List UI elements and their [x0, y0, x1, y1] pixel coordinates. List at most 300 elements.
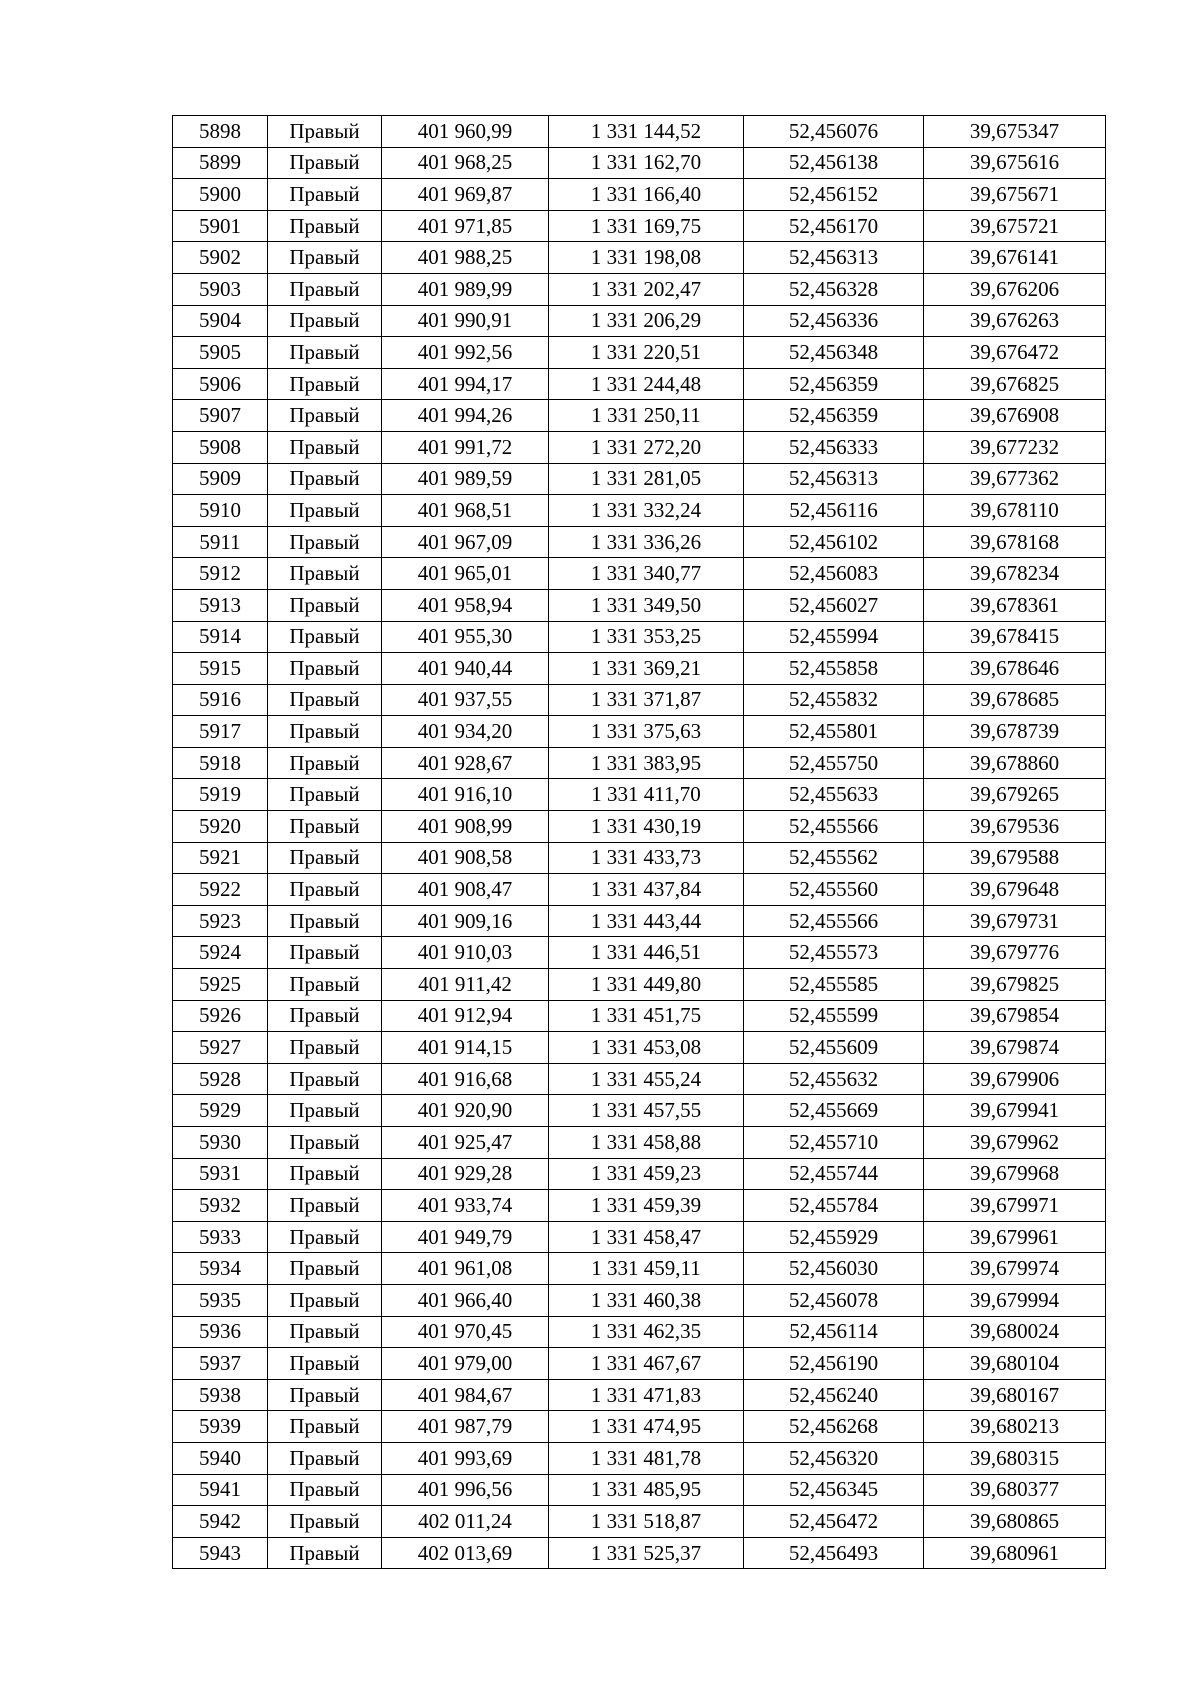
x-coordinate-cell: 401 933,74 [382, 1190, 549, 1222]
latitude-cell: 52,455609 [744, 1032, 924, 1064]
y-coordinate-cell: 1 331 457,55 [549, 1095, 744, 1127]
latitude-cell: 52,456313 [744, 463, 924, 495]
point-number-cell: 5907 [173, 400, 268, 432]
latitude-cell: 52,456268 [744, 1411, 924, 1443]
x-coordinate-cell: 401 908,99 [382, 811, 549, 843]
point-number-cell: 5905 [173, 337, 268, 369]
table-row [173, 969, 1106, 1001]
latitude-cell: 52,456114 [744, 1316, 924, 1348]
point-number-cell: 5912 [173, 558, 268, 590]
point-number-cell: 5923 [173, 905, 268, 937]
latitude-cell: 52,456359 [744, 368, 924, 400]
y-coordinate-cell: 1 331 349,50 [549, 589, 744, 621]
longitude-cell: 39,679648 [924, 874, 1106, 906]
point-number-cell: 5942 [173, 1506, 268, 1538]
side-cell: Правый [268, 1000, 382, 1032]
latitude-cell: 52,455929 [744, 1221, 924, 1253]
longitude-cell: 39,680213 [924, 1411, 1106, 1443]
side-cell: Правый [268, 1316, 382, 1348]
latitude-cell: 52,456102 [744, 526, 924, 558]
longitude-cell: 39,678234 [924, 558, 1106, 590]
table-row [173, 1032, 1106, 1064]
y-coordinate-cell: 1 331 353,25 [549, 621, 744, 653]
latitude-cell: 52,456328 [744, 273, 924, 305]
side-cell: Правый [268, 653, 382, 685]
y-coordinate-cell: 1 331 144,52 [549, 116, 744, 148]
table-row [173, 1537, 1106, 1569]
y-coordinate-cell: 1 331 459,23 [549, 1158, 744, 1190]
y-coordinate-cell: 1 331 375,63 [549, 716, 744, 748]
table-row [173, 1284, 1106, 1316]
side-cell: Правый [268, 1253, 382, 1285]
side-cell: Правый [268, 969, 382, 1001]
y-coordinate-cell: 1 331 462,35 [549, 1316, 744, 1348]
longitude-cell: 39,679974 [924, 1253, 1106, 1285]
side-cell: Правый [268, 779, 382, 811]
latitude-cell: 52,455560 [744, 874, 924, 906]
point-number-cell: 5943 [173, 1537, 268, 1569]
table-row [173, 747, 1106, 779]
x-coordinate-cell: 401 970,45 [382, 1316, 549, 1348]
longitude-cell: 39,678168 [924, 526, 1106, 558]
latitude-cell: 52,456138 [744, 147, 924, 179]
latitude-cell: 52,455573 [744, 937, 924, 969]
longitude-cell: 39,679961 [924, 1221, 1106, 1253]
longitude-cell: 39,678415 [924, 621, 1106, 653]
longitude-cell: 39,678739 [924, 716, 1106, 748]
y-coordinate-cell: 1 331 332,24 [549, 495, 744, 527]
point-number-cell: 5910 [173, 495, 268, 527]
point-number-cell: 5941 [173, 1474, 268, 1506]
table-row [173, 526, 1106, 558]
x-coordinate-cell: 401 994,26 [382, 400, 549, 432]
longitude-cell: 39,679962 [924, 1127, 1106, 1159]
side-cell: Правый [268, 305, 382, 337]
table-row [173, 1506, 1106, 1538]
x-coordinate-cell: 401 908,58 [382, 842, 549, 874]
longitude-cell: 39,679731 [924, 905, 1106, 937]
side-cell: Правый [268, 368, 382, 400]
side-cell: Правый [268, 1348, 382, 1380]
longitude-cell: 39,679536 [924, 811, 1106, 843]
latitude-cell: 52,455599 [744, 1000, 924, 1032]
latitude-cell: 52,455585 [744, 969, 924, 1001]
table-row [173, 589, 1106, 621]
x-coordinate-cell: 401 989,59 [382, 463, 549, 495]
longitude-cell: 39,680961 [924, 1537, 1106, 1569]
table-row [173, 431, 1106, 463]
table-row [173, 1127, 1106, 1159]
point-number-cell: 5920 [173, 811, 268, 843]
latitude-cell: 52,456348 [744, 337, 924, 369]
longitude-cell: 39,676908 [924, 400, 1106, 432]
side-cell: Правый [268, 400, 382, 432]
table-row [173, 1063, 1106, 1095]
y-coordinate-cell: 1 331 383,95 [549, 747, 744, 779]
coordinates-table-body [173, 116, 1106, 1569]
point-number-cell: 5909 [173, 463, 268, 495]
y-coordinate-cell: 1 331 485,95 [549, 1474, 744, 1506]
y-coordinate-cell: 1 331 250,11 [549, 400, 744, 432]
side-cell: Правый [268, 1474, 382, 1506]
y-coordinate-cell: 1 331 340,77 [549, 558, 744, 590]
point-number-cell: 5932 [173, 1190, 268, 1222]
latitude-cell: 52,455566 [744, 811, 924, 843]
table-row [173, 463, 1106, 495]
longitude-cell: 39,680167 [924, 1379, 1106, 1411]
point-number-cell: 5935 [173, 1284, 268, 1316]
side-cell: Правый [268, 1442, 382, 1474]
x-coordinate-cell: 401 984,67 [382, 1379, 549, 1411]
x-coordinate-cell: 402 013,69 [382, 1537, 549, 1569]
point-number-cell: 5924 [173, 937, 268, 969]
x-coordinate-cell: 401 920,90 [382, 1095, 549, 1127]
table-row [173, 1253, 1106, 1285]
x-coordinate-cell: 401 937,55 [382, 684, 549, 716]
x-coordinate-cell: 401 955,30 [382, 621, 549, 653]
y-coordinate-cell: 1 331 525,37 [549, 1537, 744, 1569]
y-coordinate-cell: 1 331 220,51 [549, 337, 744, 369]
x-coordinate-cell: 401 987,79 [382, 1411, 549, 1443]
x-coordinate-cell: 401 990,91 [382, 305, 549, 337]
y-coordinate-cell: 1 331 443,44 [549, 905, 744, 937]
longitude-cell: 39,680377 [924, 1474, 1106, 1506]
longitude-cell: 39,679994 [924, 1284, 1106, 1316]
table-row [173, 842, 1106, 874]
longitude-cell: 39,676472 [924, 337, 1106, 369]
longitude-cell: 39,679906 [924, 1063, 1106, 1095]
side-cell: Правый [268, 116, 382, 148]
side-cell: Правый [268, 842, 382, 874]
side-cell: Правый [268, 242, 382, 274]
x-coordinate-cell: 401 979,00 [382, 1348, 549, 1380]
latitude-cell: 52,456359 [744, 400, 924, 432]
y-coordinate-cell: 1 331 369,21 [549, 653, 744, 685]
x-coordinate-cell: 401 958,94 [382, 589, 549, 621]
longitude-cell: 39,679941 [924, 1095, 1106, 1127]
latitude-cell: 52,455632 [744, 1063, 924, 1095]
x-coordinate-cell: 401 965,01 [382, 558, 549, 590]
longitude-cell: 39,678110 [924, 495, 1106, 527]
table-row [173, 495, 1106, 527]
longitude-cell: 39,675616 [924, 147, 1106, 179]
latitude-cell: 52,456336 [744, 305, 924, 337]
table-row [173, 1411, 1106, 1443]
side-cell: Правый [268, 1095, 382, 1127]
y-coordinate-cell: 1 331 430,19 [549, 811, 744, 843]
table-row [173, 273, 1106, 305]
point-number-cell: 5931 [173, 1158, 268, 1190]
side-cell: Правый [268, 1379, 382, 1411]
side-cell: Правый [268, 874, 382, 906]
longitude-cell: 39,679874 [924, 1032, 1106, 1064]
latitude-cell: 52,456116 [744, 495, 924, 527]
side-cell: Правый [268, 526, 382, 558]
point-number-cell: 5927 [173, 1032, 268, 1064]
side-cell: Правый [268, 589, 382, 621]
table-row [173, 653, 1106, 685]
latitude-cell: 52,455562 [744, 842, 924, 874]
longitude-cell: 39,675671 [924, 179, 1106, 211]
point-number-cell: 5940 [173, 1442, 268, 1474]
side-cell: Правый [268, 1221, 382, 1253]
table-row [173, 1095, 1106, 1127]
table-row [173, 716, 1106, 748]
y-coordinate-cell: 1 331 481,78 [549, 1442, 744, 1474]
latitude-cell: 52,456027 [744, 589, 924, 621]
side-cell: Правый [268, 621, 382, 653]
x-coordinate-cell: 401 912,94 [382, 1000, 549, 1032]
point-number-cell: 5926 [173, 1000, 268, 1032]
latitude-cell: 52,456076 [744, 116, 924, 148]
point-number-cell: 5934 [173, 1253, 268, 1285]
table-row [173, 874, 1106, 906]
point-number-cell: 5928 [173, 1063, 268, 1095]
table-row [173, 337, 1106, 369]
latitude-cell: 52,456083 [744, 558, 924, 590]
side-cell: Правый [268, 811, 382, 843]
longitude-cell: 39,675721 [924, 210, 1106, 242]
side-cell: Правый [268, 463, 382, 495]
table-row [173, 179, 1106, 211]
latitude-cell: 52,455744 [744, 1158, 924, 1190]
side-cell: Правый [268, 1158, 382, 1190]
side-cell: Правый [268, 431, 382, 463]
table-row [173, 210, 1106, 242]
point-number-cell: 5917 [173, 716, 268, 748]
table-row [173, 368, 1106, 400]
side-cell: Правый [268, 1190, 382, 1222]
y-coordinate-cell: 1 331 458,47 [549, 1221, 744, 1253]
latitude-cell: 52,455994 [744, 621, 924, 653]
longitude-cell: 39,678860 [924, 747, 1106, 779]
latitude-cell: 52,455801 [744, 716, 924, 748]
table-row [173, 937, 1106, 969]
point-number-cell: 5903 [173, 273, 268, 305]
x-coordinate-cell: 401 940,44 [382, 653, 549, 685]
x-coordinate-cell: 401 988,25 [382, 242, 549, 274]
table-row [173, 147, 1106, 179]
table-row [173, 811, 1106, 843]
x-coordinate-cell: 401 968,25 [382, 147, 549, 179]
longitude-cell: 39,679854 [924, 1000, 1106, 1032]
y-coordinate-cell: 1 331 281,05 [549, 463, 744, 495]
side-cell: Правый [268, 684, 382, 716]
side-cell: Правый [268, 1411, 382, 1443]
latitude-cell: 52,456333 [744, 431, 924, 463]
y-coordinate-cell: 1 331 162,70 [549, 147, 744, 179]
side-cell: Правый [268, 1506, 382, 1538]
y-coordinate-cell: 1 331 453,08 [549, 1032, 744, 1064]
longitude-cell: 39,677362 [924, 463, 1106, 495]
y-coordinate-cell: 1 331 471,83 [549, 1379, 744, 1411]
longitude-cell: 39,679588 [924, 842, 1106, 874]
x-coordinate-cell: 401 996,56 [382, 1474, 549, 1506]
longitude-cell: 39,680865 [924, 1506, 1106, 1538]
y-coordinate-cell: 1 331 437,84 [549, 874, 744, 906]
point-number-cell: 5919 [173, 779, 268, 811]
point-number-cell: 5900 [173, 179, 268, 211]
latitude-cell: 52,456472 [744, 1506, 924, 1538]
x-coordinate-cell: 401 969,87 [382, 179, 549, 211]
latitude-cell: 52,455784 [744, 1190, 924, 1222]
y-coordinate-cell: 1 331 460,38 [549, 1284, 744, 1316]
longitude-cell: 39,676206 [924, 273, 1106, 305]
side-cell: Правый [268, 558, 382, 590]
coordinates-table [172, 115, 1106, 1569]
x-coordinate-cell: 402 011,24 [382, 1506, 549, 1538]
y-coordinate-cell: 1 331 411,70 [549, 779, 744, 811]
side-cell: Правый [268, 1063, 382, 1095]
latitude-cell: 52,456320 [744, 1442, 924, 1474]
point-number-cell: 5902 [173, 242, 268, 274]
side-cell: Правый [268, 747, 382, 779]
point-number-cell: 5930 [173, 1127, 268, 1159]
latitude-cell: 52,456345 [744, 1474, 924, 1506]
x-coordinate-cell: 401 967,09 [382, 526, 549, 558]
x-coordinate-cell: 401 966,40 [382, 1284, 549, 1316]
longitude-cell: 39,678685 [924, 684, 1106, 716]
y-coordinate-cell: 1 331 371,87 [549, 684, 744, 716]
y-coordinate-cell: 1 331 449,80 [549, 969, 744, 1001]
side-cell: Правый [268, 905, 382, 937]
point-number-cell: 5933 [173, 1221, 268, 1253]
latitude-cell: 52,456078 [744, 1284, 924, 1316]
x-coordinate-cell: 401 991,72 [382, 431, 549, 463]
table-row [173, 1316, 1106, 1348]
table-row [173, 1474, 1106, 1506]
point-number-cell: 5911 [173, 526, 268, 558]
side-cell: Правый [268, 495, 382, 527]
table-row [173, 684, 1106, 716]
x-coordinate-cell: 401 928,67 [382, 747, 549, 779]
table-row [173, 1190, 1106, 1222]
y-coordinate-cell: 1 331 166,40 [549, 179, 744, 211]
table-row [173, 558, 1106, 590]
longitude-cell: 39,679971 [924, 1190, 1106, 1222]
side-cell: Правый [268, 1537, 382, 1569]
table-row [173, 1000, 1106, 1032]
point-number-cell: 5914 [173, 621, 268, 653]
x-coordinate-cell: 401 949,79 [382, 1221, 549, 1253]
longitude-cell: 39,676825 [924, 368, 1106, 400]
side-cell: Правый [268, 1127, 382, 1159]
y-coordinate-cell: 1 331 433,73 [549, 842, 744, 874]
table-row [173, 779, 1106, 811]
longitude-cell: 39,676141 [924, 242, 1106, 274]
point-number-cell: 5939 [173, 1411, 268, 1443]
y-coordinate-cell: 1 331 459,11 [549, 1253, 744, 1285]
longitude-cell: 39,678646 [924, 653, 1106, 685]
side-cell: Правый [268, 179, 382, 211]
y-coordinate-cell: 1 331 244,48 [549, 368, 744, 400]
table-row [173, 1442, 1106, 1474]
table-row [173, 116, 1106, 148]
x-coordinate-cell: 401 961,08 [382, 1253, 549, 1285]
table-row [173, 1221, 1106, 1253]
y-coordinate-cell: 1 331 202,47 [549, 273, 744, 305]
y-coordinate-cell: 1 331 474,95 [549, 1411, 744, 1443]
longitude-cell: 39,676263 [924, 305, 1106, 337]
longitude-cell: 39,679825 [924, 969, 1106, 1001]
latitude-cell: 52,455633 [744, 779, 924, 811]
point-number-cell: 5898 [173, 116, 268, 148]
side-cell: Правый [268, 147, 382, 179]
y-coordinate-cell: 1 331 446,51 [549, 937, 744, 969]
side-cell: Правый [268, 337, 382, 369]
point-number-cell: 5925 [173, 969, 268, 1001]
longitude-cell: 39,679968 [924, 1158, 1106, 1190]
x-coordinate-cell: 401 989,99 [382, 273, 549, 305]
side-cell: Правый [268, 210, 382, 242]
side-cell: Правый [268, 716, 382, 748]
y-coordinate-cell: 1 331 451,75 [549, 1000, 744, 1032]
side-cell: Правый [268, 1284, 382, 1316]
point-number-cell: 5899 [173, 147, 268, 179]
x-coordinate-cell: 401 971,85 [382, 210, 549, 242]
point-number-cell: 5937 [173, 1348, 268, 1380]
point-number-cell: 5908 [173, 431, 268, 463]
table-row [173, 1348, 1106, 1380]
y-coordinate-cell: 1 331 455,24 [549, 1063, 744, 1095]
point-number-cell: 5904 [173, 305, 268, 337]
latitude-cell: 52,456190 [744, 1348, 924, 1380]
side-cell: Правый [268, 273, 382, 305]
x-coordinate-cell: 401 992,56 [382, 337, 549, 369]
point-number-cell: 5921 [173, 842, 268, 874]
x-coordinate-cell: 401 910,03 [382, 937, 549, 969]
x-coordinate-cell: 401 968,51 [382, 495, 549, 527]
x-coordinate-cell: 401 916,10 [382, 779, 549, 811]
x-coordinate-cell: 401 929,28 [382, 1158, 549, 1190]
table-row [173, 1379, 1106, 1411]
latitude-cell: 52,456170 [744, 210, 924, 242]
table-row [173, 242, 1106, 274]
point-number-cell: 5901 [173, 210, 268, 242]
point-number-cell: 5916 [173, 684, 268, 716]
y-coordinate-cell: 1 331 458,88 [549, 1127, 744, 1159]
x-coordinate-cell: 401 925,47 [382, 1127, 549, 1159]
latitude-cell: 52,455858 [744, 653, 924, 685]
x-coordinate-cell: 401 911,42 [382, 969, 549, 1001]
latitude-cell: 52,455669 [744, 1095, 924, 1127]
longitude-cell: 39,677232 [924, 431, 1106, 463]
latitude-cell: 52,455832 [744, 684, 924, 716]
y-coordinate-cell: 1 331 169,75 [549, 210, 744, 242]
latitude-cell: 52,456240 [744, 1379, 924, 1411]
latitude-cell: 52,456493 [744, 1537, 924, 1569]
longitude-cell: 39,680104 [924, 1348, 1106, 1380]
x-coordinate-cell: 401 960,99 [382, 116, 549, 148]
y-coordinate-cell: 1 331 459,39 [549, 1190, 744, 1222]
longitude-cell: 39,679265 [924, 779, 1106, 811]
point-number-cell: 5918 [173, 747, 268, 779]
table-row [173, 1158, 1106, 1190]
latitude-cell: 52,456313 [744, 242, 924, 274]
longitude-cell: 39,675347 [924, 116, 1106, 148]
y-coordinate-cell: 1 331 518,87 [549, 1506, 744, 1538]
y-coordinate-cell: 1 331 198,08 [549, 242, 744, 274]
longitude-cell: 39,680315 [924, 1442, 1106, 1474]
table-row [173, 621, 1106, 653]
longitude-cell: 39,678361 [924, 589, 1106, 621]
point-number-cell: 5915 [173, 653, 268, 685]
point-number-cell: 5922 [173, 874, 268, 906]
table-row [173, 400, 1106, 432]
table-row [173, 905, 1106, 937]
latitude-cell: 52,456030 [744, 1253, 924, 1285]
side-cell: Правый [268, 1032, 382, 1064]
